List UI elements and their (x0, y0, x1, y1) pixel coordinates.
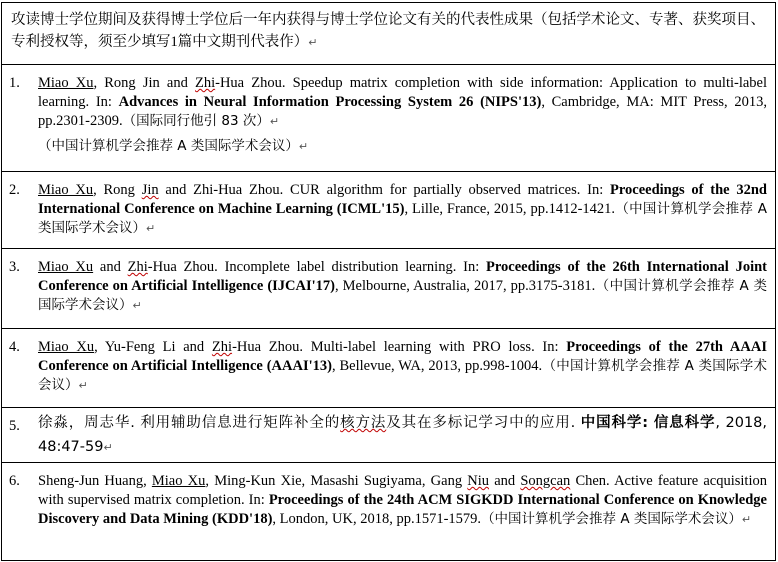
table-row (2, 172, 775, 249)
self-author: Miao Xu (38, 182, 94, 198)
authors: and (489, 473, 521, 489)
authors: -Hua Zhou. (147, 259, 225, 275)
citation-count: （国际同行他引 83 次） (122, 113, 270, 129)
publication-entry (38, 338, 767, 395)
self-author: Miao Xu (151, 473, 206, 489)
ccf-rank-note: （中国计算机学会推荐 A 类国际学术会议） (38, 201, 767, 236)
authors: and (93, 259, 128, 275)
self-author: Miao Xu (38, 75, 94, 91)
publication-entry (38, 181, 767, 238)
publication-entry (38, 472, 767, 529)
paragraph-mark-icon: ↵ (146, 222, 156, 235)
paragraph-mark-icon: ↵ (78, 379, 88, 392)
authors: -Hua Zhou. (232, 339, 311, 355)
authors: , Rong (93, 182, 142, 198)
venue: Proceedings of the 32nd International Conference on Machine Learning (ICML'15) (38, 182, 767, 217)
spellcheck-word: Jin (141, 182, 159, 198)
paper-title: Incomplete label distribution learning. In: (224, 259, 487, 275)
paragraph-mark-icon: ↵ (298, 140, 309, 153)
pub-details: , London, UK, 2018, pp.1571-1579. (272, 511, 482, 527)
authors: -Hua Zhou. (215, 75, 293, 91)
spellcheck-word: Zhi (194, 75, 216, 91)
authors: Chen. (570, 473, 615, 489)
table-header (2, 3, 775, 65)
venue: Proceedings of the 26th International Joint Conference on Artificial Intelligence (IJCAI'17) (38, 259, 767, 294)
spellcheck-word: 核方法 (340, 415, 387, 431)
table-row (2, 249, 775, 329)
paragraph-mark-icon: ↵ (132, 299, 142, 312)
authors: Sheng-Jun Huang, (38, 473, 152, 489)
spellcheck-word: Niu (467, 473, 490, 489)
paper-title: Multi-label learning with PRO loss. In: (310, 339, 567, 355)
venue: Advances in Neural Information Processing System 26 (NIPS'13) (118, 94, 542, 110)
paper-title: 及其在多标记学习中的应用. (386, 415, 581, 431)
authors: , Ming-Kun Xie, Masashi Sugiyama, Gang (205, 473, 468, 489)
table-row (2, 408, 775, 463)
header-text: 攻读博士学位期间及获得博士学位后一年内获得与博士学位论文有关的代表性成果（包括学术论文、专著、获奖项目、专利授权等，须至少填写1篇中文期刊代表作） (11, 12, 765, 50)
achievements-table (1, 2, 776, 561)
item-number: 1. (9, 75, 20, 91)
item-number: 5. (9, 418, 20, 434)
paragraph-mark-icon: ↵ (103, 441, 113, 454)
table-row (2, 463, 775, 560)
self-author: Miao Xu (38, 339, 95, 355)
authors: , Yu-Feng Li and (94, 339, 212, 355)
paragraph-mark-icon: ↵ (741, 513, 752, 526)
paper-title: Speedup matrix completion with side information: Application to multi-label learning. In: (38, 75, 768, 110)
paper-title: Active feature acquisition with supervised matrix completion. In: (38, 473, 767, 508)
spellcheck-word: Songcan (520, 473, 571, 489)
table-row (2, 329, 775, 408)
self-author: Miao Xu (38, 259, 94, 275)
item-number: 4. (9, 339, 20, 355)
paper-title: CUR algorithm for partially observed matrices. In: (290, 182, 610, 198)
pub-details: , Cambridge, MA: MIT Press, 2013, pp.2301-2309. (38, 94, 767, 129)
item-number: 3. (9, 259, 20, 275)
item-number: 6. (9, 473, 20, 489)
ccf-rank-note: （中国计算机学会推荐 A 类国际学术会议） (38, 278, 767, 313)
venue: 中国科学: 信息科学 (580, 415, 716, 431)
venue: Proceedings of the 24th ACM SIGKDD International Conference on Knowledge Discovery and Data Mining (KDD'18) (38, 492, 767, 527)
ccf-rank-note: （中国计算机学会推荐 A 类国际学术会议）↵ (38, 138, 309, 154)
publication-entry (38, 411, 767, 460)
paragraph-mark-icon: ↵ (269, 115, 280, 128)
spellcheck-word: Zhi (127, 259, 148, 275)
paragraph-mark-icon: ↵ (308, 36, 318, 49)
table-row (2, 65, 775, 172)
authors: 徐淼，周志华. (38, 415, 141, 431)
pub-details: , 2018, 48:47-59 (38, 415, 768, 455)
authors: and Zhi-Hua Zhou. (158, 182, 290, 198)
authors: , Rong Jin and (93, 75, 195, 91)
publication-entry (38, 74, 767, 156)
publication-entry (38, 258, 767, 315)
paper-title: 利用辅助信息进行矩阵补全的 (140, 415, 341, 431)
venue: Proceedings of the 27th AAAI Conference on Artificial Intelligence (AAAI'13) (38, 339, 767, 374)
item-number: 2. (9, 182, 20, 198)
pub-details: , Melbourne, Australia, 2017, pp.3175-3181. (335, 278, 596, 294)
ccf-rank-note: （中国计算机学会推荐 A 类国际学术会议） (481, 511, 742, 527)
pub-details: , Bellevue, WA, 2013, pp.998-1004. (331, 358, 543, 374)
ccf-rank-note: （中国计算机学会推荐 A 类国际学术会议） (38, 358, 767, 393)
pub-details: , Lille, France, 2015, pp.1412-1421. (404, 201, 616, 217)
spellcheck-word: Zhi (211, 339, 233, 355)
